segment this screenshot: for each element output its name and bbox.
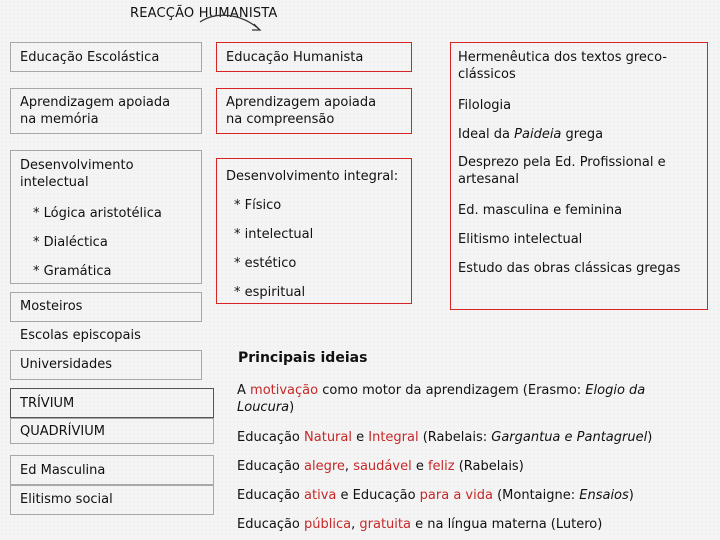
col2-aprendizagem-compreensao: Aprendizagem apoiada na compreensão <box>226 95 377 127</box>
col3-ideal-paideia <box>458 126 603 143</box>
col2-desenvolvimento-integral: Desenvolvimento integral: <box>226 169 399 184</box>
idea-motivacao-text-e: ) <box>289 400 295 415</box>
idea5-publica: pública <box>304 517 352 532</box>
idea2-natural: Natural <box>304 430 352 445</box>
col3-filologia: Filologia <box>458 98 512 113</box>
idea3-alegre: alegre <box>304 459 345 474</box>
idea2-c: e <box>351 430 369 445</box>
idea4-a: Educação <box>237 488 305 503</box>
idea3-saudavel: saudável <box>353 459 412 474</box>
idea3-c: , <box>344 459 354 474</box>
col3-paideia-suffix: grega <box>561 127 604 142</box>
ideas-heading: Principais ideias <box>238 350 368 366</box>
idea4-c: e Educação <box>336 488 420 503</box>
col1-educacao-escolastica: Educação Escolástica <box>20 50 160 65</box>
idea-motivacao-work: Elogio da Loucura <box>237 383 646 415</box>
idea4-g: ) <box>628 488 634 503</box>
idea-ativa <box>237 487 634 504</box>
col3-paideia-prefix: Ideal da <box>458 127 515 142</box>
col3-estudo-obras: Estudo das obras clássicas gregas <box>458 261 681 276</box>
idea-natural-integral <box>237 429 652 446</box>
idea5-c: , <box>351 517 360 532</box>
idea-motivacao-text-c: como motor da aprendizagem (Erasmo: <box>318 383 586 398</box>
idea4-para-a-vida: para a vida <box>419 488 493 503</box>
col1-aprendizagem-memoria: Aprendizagem apoiada na memória <box>20 95 171 127</box>
col1-gramatica: * Gramática <box>33 264 112 279</box>
col1-desenvolvimento-intelectual: Desenvolvimento intelectual <box>20 158 134 190</box>
col3-ed-masc-fem: Ed. masculina e feminina <box>458 203 623 218</box>
idea4-e: (Montaigne: <box>492 488 580 503</box>
idea5-gratuita: gratuita <box>359 517 411 532</box>
col1-quadrivium: QUADRÍVIUM <box>20 424 105 439</box>
col1-logica: * Lógica aristotélica <box>33 206 162 221</box>
idea2-a: Educação <box>237 430 305 445</box>
idea2-integral: Integral <box>368 430 419 445</box>
col1-escolas-episcopais: Escolas episcopais <box>20 328 141 343</box>
idea3-e: e <box>411 459 428 474</box>
col2-fisico: * Físico <box>234 198 282 213</box>
col3-elitismo-intelectual: Elitismo intelectual <box>458 232 583 247</box>
col1-ed-masculina: Ed Masculina <box>20 463 106 478</box>
col2-estetico: * estético <box>234 256 297 271</box>
col3-desprezo: Desprezo pela Ed. Profissional e artesanal <box>458 155 666 187</box>
idea2-e: (Rabelais: <box>418 430 492 445</box>
idea-alegre <box>237 458 524 475</box>
col3-hermeneutica: Hermenêutica dos textos greco-clássicos <box>458 50 667 82</box>
idea3-g: (Rabelais) <box>454 459 524 474</box>
col1-universidades: Universidades <box>20 357 113 372</box>
idea5-e: e na língua materna (Lutero) <box>410 517 603 532</box>
idea4-work: Ensaios <box>579 488 629 503</box>
col2-educacao-humanista: Educação Humanista <box>226 50 364 65</box>
col1-elitismo-social: Elitismo social <box>20 492 113 507</box>
idea4-ativa: ativa <box>304 488 337 503</box>
idea-publica <box>237 516 602 533</box>
idea-motivacao-text-a: A <box>237 383 251 398</box>
idea-motivacao-highlight: motivação <box>250 383 319 398</box>
col2-intelectual: * intelectual <box>234 227 314 242</box>
idea3-feliz: feliz <box>427 459 455 474</box>
col1-dialectica: * Dialéctica <box>33 235 108 250</box>
page-title: REACÇÃO HUMANISTA <box>130 6 278 21</box>
col1-trivium: TRÍVIUM <box>20 396 75 411</box>
idea3-a: Educação <box>237 459 305 474</box>
col2-espiritual: * espiritual <box>234 285 306 300</box>
col1-mosteiros: Mosteiros <box>20 299 83 314</box>
col3-paideia-word: Paideia <box>514 127 562 142</box>
idea5-a: Educação <box>237 517 305 532</box>
idea2-g: ) <box>647 430 653 445</box>
idea2-work: Gargantua e Pantagruel <box>491 430 648 445</box>
idea-motivacao <box>237 382 667 416</box>
